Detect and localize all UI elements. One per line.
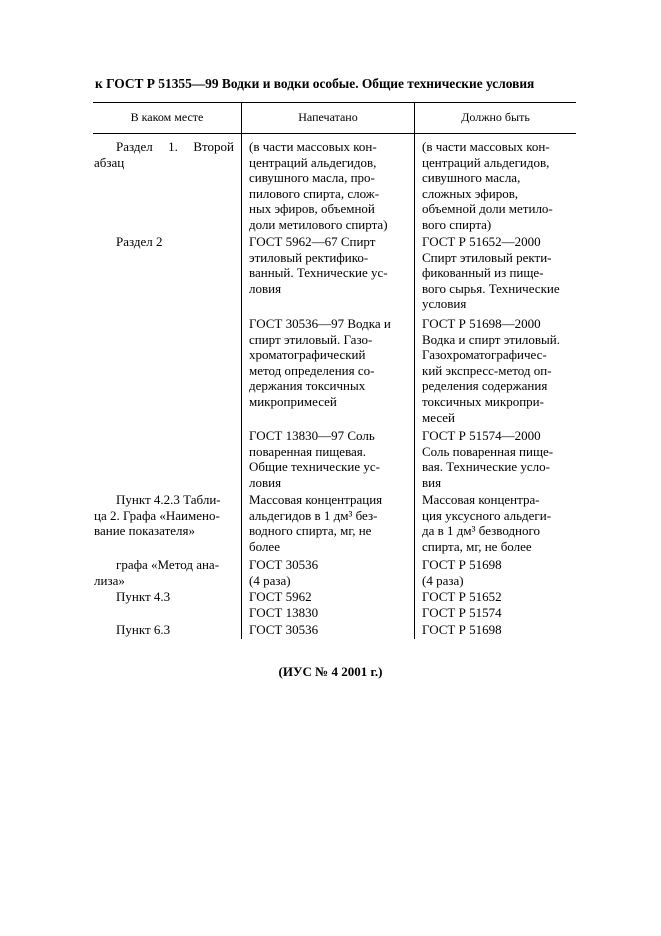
cell-line: Водка и спирт этиловый. [422,331,560,347]
table-row [94,492,234,539]
cell-line: графа «Метод ана- [116,557,220,572]
cell-line: ГОСТ 13830 [249,604,319,620]
table-cell-printed [249,316,409,410]
table-header-rule [93,133,576,134]
cell-line: ция уксусного альдеги- [422,507,552,523]
cell-line: ГОСТ Р 51574—2000 [422,428,541,443]
cell-line: спирта, мг, не более [422,538,532,554]
table-row [94,139,234,170]
column-divider-1 [241,102,242,639]
cell-line: да в 1 дм³ безводного [422,523,541,539]
cell-line: Общие технические ус- [249,459,380,475]
cell-line: доли метилового спирта) [249,216,388,232]
cell-line: (4 раза) [422,572,464,588]
cell-line: объемной доли метило- [422,201,553,217]
table-cell-correct [422,428,575,490]
cell-line: Спирт этиловый ректи- [422,249,552,265]
document-title: к ГОСТ Р 51355—99 Водки и водки особые. Общие технические условия [95,76,535,91]
cell-line: микропримесей [249,393,337,409]
cell-line: спирт этиловый. Газо- [249,331,373,347]
cell-line: (в части массовых кон- [249,139,377,154]
cell-line: ГОСТ 5962 [249,589,312,604]
cell-line: поваренная пищевая. [249,443,367,459]
cell-line: хроматографический [249,347,366,363]
cell-line: ловия [249,280,282,296]
cell-line: сивушного масла, про- [249,170,375,186]
cell-line: метод определения со- [249,362,375,378]
cell-line: Пункт 6.3 [116,622,171,637]
table-cell-printed [249,492,409,554]
cell-line: ца 2. Графа «Наимено- [94,507,220,523]
cell-line: ГОСТ Р 51698 [422,557,502,572]
table-cell-printed [249,622,409,638]
table-row [94,557,234,588]
cell-line: лиза» [94,572,125,588]
cell-line: ГОСТ Р 51652 [422,589,502,604]
cell-line: ГОСТ Р 51698—2000 [422,316,541,331]
cell-line: ГОСТ Р 51574 [422,604,502,620]
table-cell-printed [249,589,409,620]
table-row [94,234,234,250]
header-printed: Напечатано [298,110,358,124]
cell-line: Газохроматографичес- [422,347,547,363]
cell-line: вия [422,474,442,490]
header-place: В каком месте [130,110,204,124]
cell-line: сложных эфиров, [422,185,519,201]
cell-line: вание показателя» [94,523,196,539]
column-divider-2 [414,102,415,639]
cell-line: Соль поваренная пище- [422,443,554,459]
cell-line: условия [422,296,467,312]
header-correct: Должно быть [461,110,530,124]
cell-line: вого спирта) [422,216,492,232]
cell-line: вая. Технические усло- [422,459,550,475]
cell-line: Пункт 4.3 [116,589,171,604]
cell-line: месей [422,409,455,425]
table-top-rule [93,102,576,103]
cell-line: центраций альдегидов, [249,154,377,170]
cell-line: ванный. Технические ус- [249,265,388,281]
cell-line: ГОСТ 30536 [249,557,319,572]
cell-line: Массовая концентрация [249,492,383,507]
cell-line: абзац [94,154,125,170]
cell-line: центраций альдегидов, [422,154,550,170]
table-cell-correct [422,234,575,312]
table-cell-printed [249,428,409,490]
cell-line: держания токсичных [249,378,366,394]
cell-line: кий экспресс-метод оп- [422,362,552,378]
cell-line: сивушного масла, [422,170,521,186]
table-cell-printed [249,557,409,588]
table-cell-correct [422,622,575,638]
footer-note: (ИУС № 4 2001 г.) [278,664,383,679]
table-cell-correct [422,316,575,425]
cell-line: ГОСТ 5962—67 Спирт [249,234,376,249]
cell-line: (в части массовых кон- [422,139,550,154]
cell-line: ГОСТ 30536 [249,622,319,637]
cell-line: альдегидов в 1 дм³ без- [249,507,378,523]
cell-line: Раздел 1. Второй [116,139,234,154]
table-row [94,589,234,605]
cell-line: токсичных микропри- [422,393,544,409]
table-cell-correct [422,589,575,620]
table-row [94,622,234,638]
cell-line: Пункт 4.2.3 Табли- [116,492,221,507]
cell-line: Раздел 2 [116,234,163,249]
table-cell-correct [422,139,575,233]
cell-line: водного спирта, мг, не [249,523,372,539]
cell-line: ГОСТ Р 51698 [422,622,502,637]
cell-line: фикованный из пище- [422,265,544,281]
cell-line: ных эфиров, объемной [249,201,375,217]
cell-line: ловия [249,474,282,490]
cell-line: Массовая концентра- [422,492,540,507]
cell-line: ГОСТ Р 51652—2000 [422,234,541,249]
cell-line: вого сырья. Технические [422,280,560,296]
cell-line: (4 раза) [249,572,291,588]
cell-line: ределения содержания [422,378,548,394]
table-cell-printed [249,234,409,296]
cell-line: пилового спирта, слож- [249,185,380,201]
table-cell-correct [422,492,575,554]
table-cell-printed [249,139,409,233]
cell-line: ГОСТ 13830—97 Соль [249,428,375,443]
cell-line: более [249,538,280,554]
table-cell-correct [422,557,575,588]
cell-line: этиловый ректифико- [249,249,369,265]
cell-line: ГОСТ 30536—97 Водка и [249,316,391,331]
